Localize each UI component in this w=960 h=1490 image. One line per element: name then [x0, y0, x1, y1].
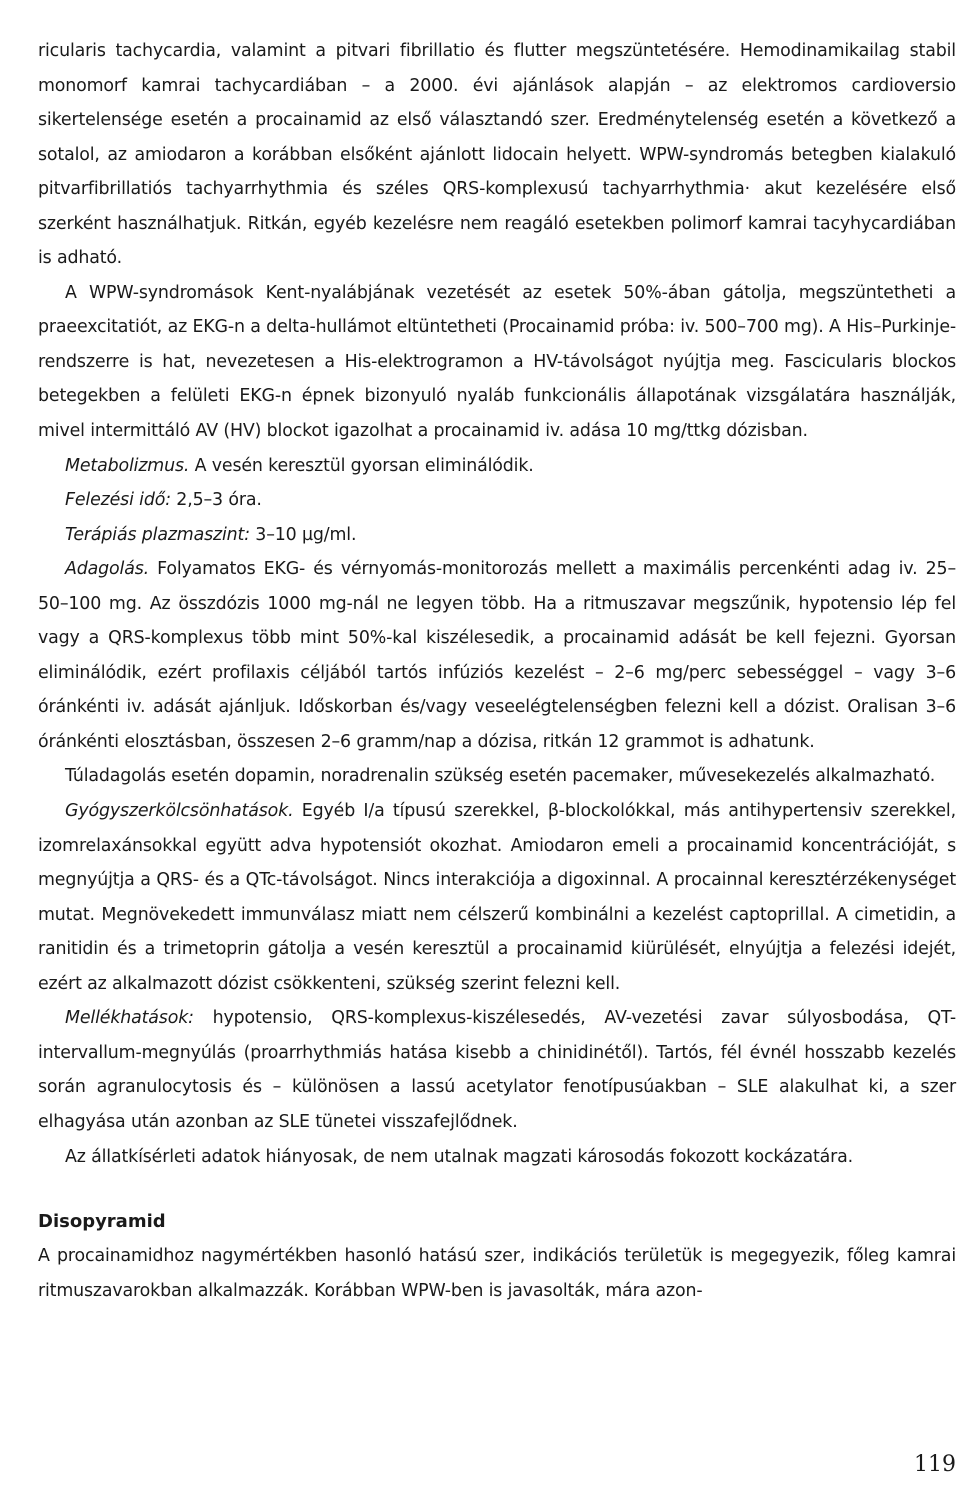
halflife-line: [65, 483, 956, 518]
page-body: [38, 34, 956, 1308]
paragraph-dosage: [38, 552, 956, 759]
paragraph-indications: ricularis tachycardia, valamint a pitvari fibrillatio és flutter megszüntetésére. Hemodinamikailag stabil monomorf kamrai tachycardiában – a 2000. évi ajánlások alapján – az elektromos cardioversio sikertelensége esetén a procainamid az első választandó szer. Eredménytelenség esetén a következő a sotalol, az amiodaron a korábban elsőként ajánlott lidocain helyett. WPW-syndromás betegben kialakuló pitvarfibrillatiós tachyarrhythmia és széles QRS-komplexusú tachyarrhythmia· akut kezelésére első szerként használhatjuk. Ritkán, egyéb kezelésre nem reagáló esetekben polimorf kamrai tacyhycardiában is adható.: [38, 41, 956, 269]
halflife-label: Felezési idő:: [65, 490, 171, 511]
section-text: A procainamidhoz nagymértékben hasonló hatású szer, indikációs területük is megegyezik, főleg kamrai ritmuszavarokban alkalmazzák. Korábban WPW-ben is javasolták, mára azon-: [38, 1246, 956, 1301]
paragraph-side-effects: [38, 1001, 956, 1139]
metabolism-line: [65, 449, 956, 484]
plasma-level-line: [65, 518, 956, 553]
paragraph-overdose: Túladagolás esetén dopamin, noradrenalin szükség esetén pacemaker, művesekezelés alkalmazható.: [65, 766, 936, 787]
dosage-text: Folyamatos EKG- és vérnyomás-monitorozás mellett a maximális percenkénti adag iv. 25–50–100 mg. Az összdózis 1000 mg-nál ne legyen több. Ha a ritmuszavar megszűnik, hypotensio lép fel vagy a QRS-komplexus több mint 50%-kal kiszélesedik, a procainamid adását be kell fejezni. Gyorsan eliminálódik, ezért profilaxis céljából tartós infúziós kezelést – 2–6 mg/perc sebességgel – vagy 3–6 óránkénti iv. adását ajánljuk. Időskorban és/vagy veseelégtelenségben felezni kell a dózist. Oralisan 3–6 óránkénti elosztásban, összesen 2–6 gramm/nap a dózisa, ritkán 12 grammot is adhatunk.: [38, 559, 956, 752]
paragraph-wpw-effect: A WPW-syndromások Kent-nyalábjának vezetését az esetek 50%-ában gátolja, megszüntetheti a praeexcitatiót, az EKG-n a delta-hullámot eltüntetheti (Procainamid próba: iv. 500–700 mg). A His–Purkinje-rendszerre is hat, nevezetesen a His-elektrogramon a HV-távolságot nyújtja meg. Fascicularis blockos betegekben a felületi EKG-n épnek bizonyuló nyaláb funkcionális állapotának vizsgálatára használják, mivel intermittáló AV (HV) blockot igazolhat a procainamid iv. adása 10 mg/ttkg dózisban.: [38, 282, 956, 442]
side-effects-text: hypotensio, QRS-komplexus-kiszélesedés, AV-vezetési zavar súlyosbodása, QT-intervallum-megnyúlás (proarrhythmiás hatása kisebb a chinidinétől). Tartós, fél évnél hosszabb kezelés során agranulocytosis és – különösen a lassú acetylator fenotípusúakban – SLE alakulhat ki, a szer elhagyása után azonban az SLE tünetei visszafejlődnek.: [38, 1008, 956, 1132]
page-number: 119: [914, 1452, 956, 1477]
section-title: Disopyramid: [38, 1211, 166, 1233]
side-effects-label: Mellékhatások:: [65, 1008, 194, 1029]
interactions-label: Gyógyszerkölcsönhatások.: [65, 801, 294, 822]
interactions-text: Egyéb I/a típusú szerekkel, β-blockolókkal, más antihypertensiv szerekkel, izomrelaxánsokkal együtt adva hypotensiót okozhat. Amiodaron emeli a procainamid koncentrációját, s megnyújtja a QRS- és a QTc-távolságot. Nincs interakciója a digoxinnal. A procainnal keresztérzékenységet mutat. Megnövekedett immunválasz miatt nem célszerű kombinálni a kezelést captoprillal. A cimetidin, a ranitidin és a trimetoprin gátolja a vesén keresztül a procainamid kiürülését, elnyújtja a felezési idejét, ezért az alkalmazott dózist csökkenteni, szükség szerint felezni kell.: [38, 801, 956, 994]
paragraph-animal-studies: Az állatkísérleti adatok hiányosak, de nem utalnak magzati károsodás fokozott kockázatára.: [65, 1146, 854, 1167]
paragraph-interactions: [38, 794, 956, 1001]
metabolism-label: Metabolizmus.: [65, 455, 190, 476]
halflife-text: 2,5–3 óra.: [170, 490, 262, 511]
plasma-level-label: Terápiás plazmaszint:: [65, 524, 250, 545]
metabolism-text: A vesén keresztül gyorsan eliminálódik.: [189, 455, 534, 476]
dosage-label: Adagolás.: [65, 559, 149, 580]
plasma-level-text: 3–10 µg/ml.: [249, 524, 357, 545]
